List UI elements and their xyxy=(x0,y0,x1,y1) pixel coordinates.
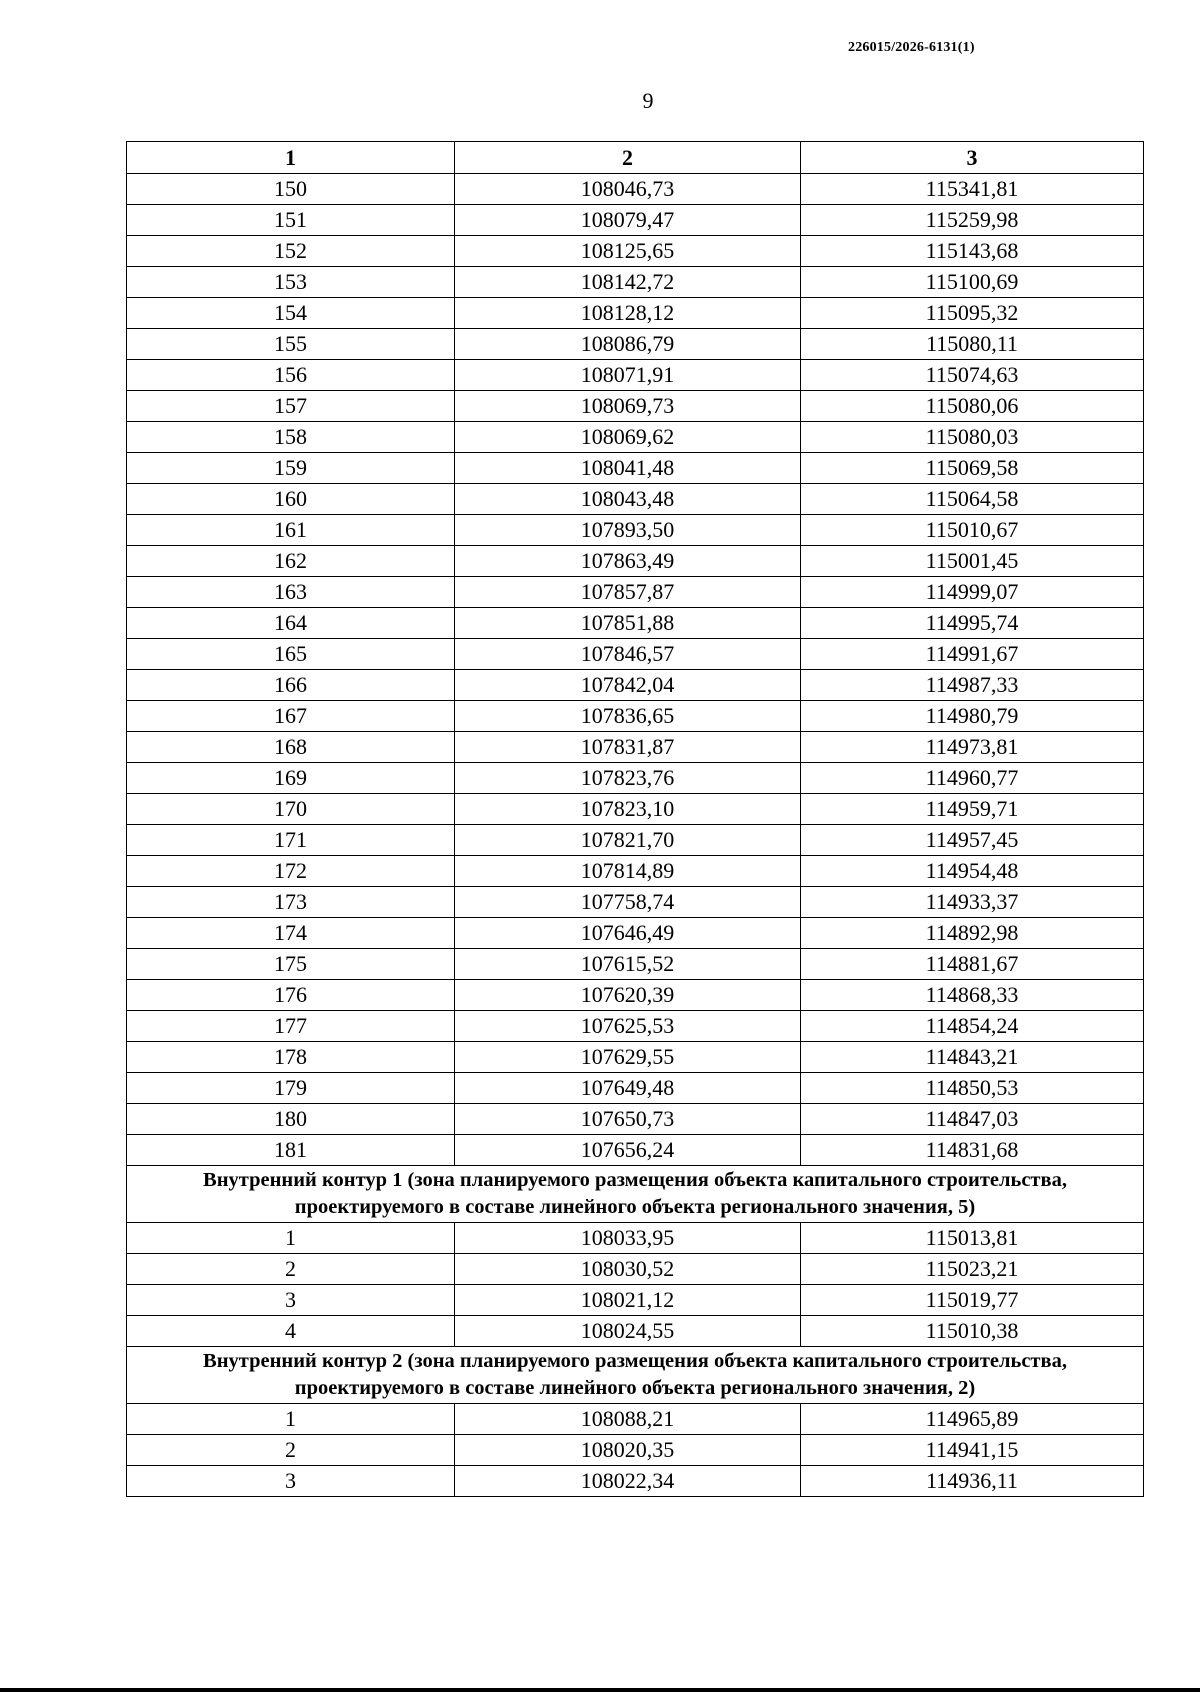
x-coordinate-cell: 108069,73 xyxy=(455,391,801,422)
y-coordinate-cell: 114850,53 xyxy=(801,1073,1144,1104)
table-header-row xyxy=(127,142,1144,174)
point-number-cell: 153 xyxy=(127,267,455,298)
x-coordinate-cell: 107851,88 xyxy=(455,608,801,639)
x-coordinate-cell: 108088,21 xyxy=(455,1404,801,1435)
y-coordinate-cell: 114995,74 xyxy=(801,608,1144,639)
section-heading-row xyxy=(127,1166,1144,1223)
y-coordinate-cell: 115069,58 xyxy=(801,453,1144,484)
table-row xyxy=(127,298,1144,329)
point-number-cell: 174 xyxy=(127,918,455,949)
y-coordinate-cell: 115010,67 xyxy=(801,515,1144,546)
x-coordinate-cell: 107893,50 xyxy=(455,515,801,546)
y-coordinate-cell: 115259,98 xyxy=(801,205,1144,236)
coordinates-table xyxy=(126,141,1144,1497)
y-coordinate-cell: 114881,67 xyxy=(801,949,1144,980)
inner-contour-1-title: Внутренний контур 1 (зона планируемого размещения объекта капитального строительства, проектируемого в составе линейного объекта регионального значения, 5) xyxy=(127,1166,1144,1223)
y-coordinate-cell: 114991,67 xyxy=(801,639,1144,670)
x-coordinate-cell: 107625,53 xyxy=(455,1011,801,1042)
point-number-cell: 163 xyxy=(127,577,455,608)
table-row xyxy=(127,174,1144,205)
y-coordinate-cell: 115019,77 xyxy=(801,1285,1144,1316)
y-coordinate-cell: 114999,07 xyxy=(801,577,1144,608)
table-row xyxy=(127,918,1144,949)
table-row xyxy=(127,732,1144,763)
y-coordinate-cell: 115143,68 xyxy=(801,236,1144,267)
x-coordinate-cell: 108041,48 xyxy=(455,453,801,484)
y-coordinate-cell: 115001,45 xyxy=(801,546,1144,577)
x-coordinate-cell: 107842,04 xyxy=(455,670,801,701)
point-number-cell: 162 xyxy=(127,546,455,577)
table-row xyxy=(127,639,1144,670)
table-row xyxy=(127,515,1144,546)
y-coordinate-cell: 114831,68 xyxy=(801,1135,1144,1166)
table-row xyxy=(127,670,1144,701)
x-coordinate-cell: 108071,91 xyxy=(455,360,801,391)
y-coordinate-cell: 114892,98 xyxy=(801,918,1144,949)
x-coordinate-cell: 107814,89 xyxy=(455,856,801,887)
table-row xyxy=(127,1104,1144,1135)
y-coordinate-cell: 114936,11 xyxy=(801,1466,1144,1497)
x-coordinate-cell: 107823,10 xyxy=(455,794,801,825)
x-coordinate-cell: 107656,24 xyxy=(455,1135,801,1166)
table-row xyxy=(127,1254,1144,1285)
point-number-cell: 150 xyxy=(127,174,455,205)
point-number-cell: 171 xyxy=(127,825,455,856)
point-number-cell: 181 xyxy=(127,1135,455,1166)
point-number-cell: 164 xyxy=(127,608,455,639)
y-coordinate-cell: 114847,03 xyxy=(801,1104,1144,1135)
table-row xyxy=(127,236,1144,267)
x-coordinate-cell: 107863,49 xyxy=(455,546,801,577)
table-row xyxy=(127,701,1144,732)
point-number-cell: 151 xyxy=(127,205,455,236)
x-coordinate-cell: 108022,34 xyxy=(455,1466,801,1497)
point-number-cell: 1 xyxy=(127,1404,455,1435)
table-row xyxy=(127,1404,1144,1435)
y-coordinate-cell: 114980,79 xyxy=(801,701,1144,732)
section-heading-row xyxy=(127,1347,1144,1404)
table-row xyxy=(127,267,1144,298)
y-coordinate-cell: 114941,15 xyxy=(801,1435,1144,1466)
y-coordinate-cell: 115074,63 xyxy=(801,360,1144,391)
y-coordinate-cell: 114973,81 xyxy=(801,732,1144,763)
y-coordinate-cell: 115095,32 xyxy=(801,298,1144,329)
x-coordinate-cell: 108128,12 xyxy=(455,298,801,329)
y-coordinate-cell: 115010,38 xyxy=(801,1316,1144,1347)
table-row xyxy=(127,1223,1144,1254)
point-number-cell: 3 xyxy=(127,1285,455,1316)
x-coordinate-cell: 107831,87 xyxy=(455,732,801,763)
table-row xyxy=(127,422,1144,453)
point-number-cell: 175 xyxy=(127,949,455,980)
y-coordinate-cell: 114868,33 xyxy=(801,980,1144,1011)
point-number-cell: 159 xyxy=(127,453,455,484)
x-coordinate-cell: 107846,57 xyxy=(455,639,801,670)
table-row xyxy=(127,205,1144,236)
y-coordinate-cell: 115080,03 xyxy=(801,422,1144,453)
y-coordinate-cell: 115013,81 xyxy=(801,1223,1144,1254)
table-row xyxy=(127,1285,1144,1316)
x-coordinate-cell: 108086,79 xyxy=(455,329,801,360)
x-coordinate-cell: 108024,55 xyxy=(455,1316,801,1347)
point-number-cell: 165 xyxy=(127,639,455,670)
x-coordinate-cell: 108069,62 xyxy=(455,422,801,453)
x-coordinate-cell: 108142,72 xyxy=(455,267,801,298)
table-row xyxy=(127,763,1144,794)
point-number-cell: 156 xyxy=(127,360,455,391)
table-row xyxy=(127,980,1144,1011)
x-coordinate-cell: 108043,48 xyxy=(455,484,801,515)
x-coordinate-cell: 108079,47 xyxy=(455,205,801,236)
y-coordinate-cell: 115064,58 xyxy=(801,484,1144,515)
point-number-cell: 1 xyxy=(127,1223,455,1254)
x-coordinate-cell: 107620,39 xyxy=(455,980,801,1011)
table-row xyxy=(127,1135,1144,1166)
table-row xyxy=(127,887,1144,918)
point-number-cell: 157 xyxy=(127,391,455,422)
x-coordinate-cell: 107650,73 xyxy=(455,1104,801,1135)
inner-contour-2-title: Внутренний контур 2 (зона планируемого размещения объекта капитального строительства, проектируемого в составе линейного объекта регионального значения, 2) xyxy=(127,1347,1144,1404)
x-coordinate-cell: 107821,70 xyxy=(455,825,801,856)
y-coordinate-cell: 115023,21 xyxy=(801,1254,1144,1285)
y-coordinate-cell: 114854,24 xyxy=(801,1011,1144,1042)
x-coordinate-cell: 107758,74 xyxy=(455,887,801,918)
table-row xyxy=(127,484,1144,515)
point-number-cell: 4 xyxy=(127,1316,455,1347)
table-row xyxy=(127,608,1144,639)
column-2-header: 2 xyxy=(455,142,801,174)
y-coordinate-cell: 115341,81 xyxy=(801,174,1144,205)
x-coordinate-cell: 108020,35 xyxy=(455,1435,801,1466)
point-number-cell: 178 xyxy=(127,1042,455,1073)
y-coordinate-cell: 115080,06 xyxy=(801,391,1144,422)
point-number-cell: 2 xyxy=(127,1435,455,1466)
point-number-cell: 173 xyxy=(127,887,455,918)
y-coordinate-cell: 114843,21 xyxy=(801,1042,1144,1073)
y-coordinate-cell: 114960,77 xyxy=(801,763,1144,794)
x-coordinate-cell: 108046,73 xyxy=(455,174,801,205)
point-number-cell: 179 xyxy=(127,1073,455,1104)
table-row xyxy=(127,453,1144,484)
page-bottom-border xyxy=(0,1688,1200,1692)
point-number-cell: 170 xyxy=(127,794,455,825)
column-3-header: 3 xyxy=(801,142,1144,174)
y-coordinate-cell: 114959,71 xyxy=(801,794,1144,825)
x-coordinate-cell: 107615,52 xyxy=(455,949,801,980)
x-coordinate-cell: 108021,12 xyxy=(455,1285,801,1316)
point-number-cell: 167 xyxy=(127,701,455,732)
x-coordinate-cell: 107857,87 xyxy=(455,577,801,608)
point-number-cell: 166 xyxy=(127,670,455,701)
point-number-cell: 155 xyxy=(127,329,455,360)
table-row xyxy=(127,546,1144,577)
table-row xyxy=(127,391,1144,422)
point-number-cell: 177 xyxy=(127,1011,455,1042)
x-coordinate-cell: 107629,55 xyxy=(455,1042,801,1073)
point-number-cell: 154 xyxy=(127,298,455,329)
x-coordinate-cell: 108033,95 xyxy=(455,1223,801,1254)
point-number-cell: 176 xyxy=(127,980,455,1011)
table-row xyxy=(127,577,1144,608)
table-row xyxy=(127,1073,1144,1104)
point-number-cell: 169 xyxy=(127,763,455,794)
point-number-cell: 152 xyxy=(127,236,455,267)
x-coordinate-cell: 108030,52 xyxy=(455,1254,801,1285)
table-row xyxy=(127,794,1144,825)
table-row xyxy=(127,856,1144,887)
table-row xyxy=(127,825,1144,856)
y-coordinate-cell: 114933,37 xyxy=(801,887,1144,918)
point-number-cell: 160 xyxy=(127,484,455,515)
table-row xyxy=(127,1435,1144,1466)
point-number-cell: 161 xyxy=(127,515,455,546)
table-row xyxy=(127,1011,1144,1042)
document-id: 226015/2026-6131(1) xyxy=(848,40,975,55)
column-1-header: 1 xyxy=(127,142,455,174)
table-row xyxy=(127,949,1144,980)
x-coordinate-cell: 107823,76 xyxy=(455,763,801,794)
table-row xyxy=(127,1042,1144,1073)
point-number-cell: 172 xyxy=(127,856,455,887)
table-row xyxy=(127,1316,1144,1347)
y-coordinate-cell: 114957,45 xyxy=(801,825,1144,856)
page-number: 9 xyxy=(642,88,654,113)
y-coordinate-cell: 114965,89 xyxy=(801,1404,1144,1435)
x-coordinate-cell: 107836,65 xyxy=(455,701,801,732)
point-number-cell: 158 xyxy=(127,422,455,453)
table-row xyxy=(127,1466,1144,1497)
point-number-cell: 180 xyxy=(127,1104,455,1135)
y-coordinate-cell: 115080,11 xyxy=(801,329,1144,360)
point-number-cell: 2 xyxy=(127,1254,455,1285)
table-row xyxy=(127,329,1144,360)
x-coordinate-cell: 107649,48 xyxy=(455,1073,801,1104)
point-number-cell: 168 xyxy=(127,732,455,763)
y-coordinate-cell: 114954,48 xyxy=(801,856,1144,887)
y-coordinate-cell: 115100,69 xyxy=(801,267,1144,298)
y-coordinate-cell: 114987,33 xyxy=(801,670,1144,701)
x-coordinate-cell: 107646,49 xyxy=(455,918,801,949)
point-number-cell: 3 xyxy=(127,1466,455,1497)
x-coordinate-cell: 108125,65 xyxy=(455,236,801,267)
table-row xyxy=(127,360,1144,391)
